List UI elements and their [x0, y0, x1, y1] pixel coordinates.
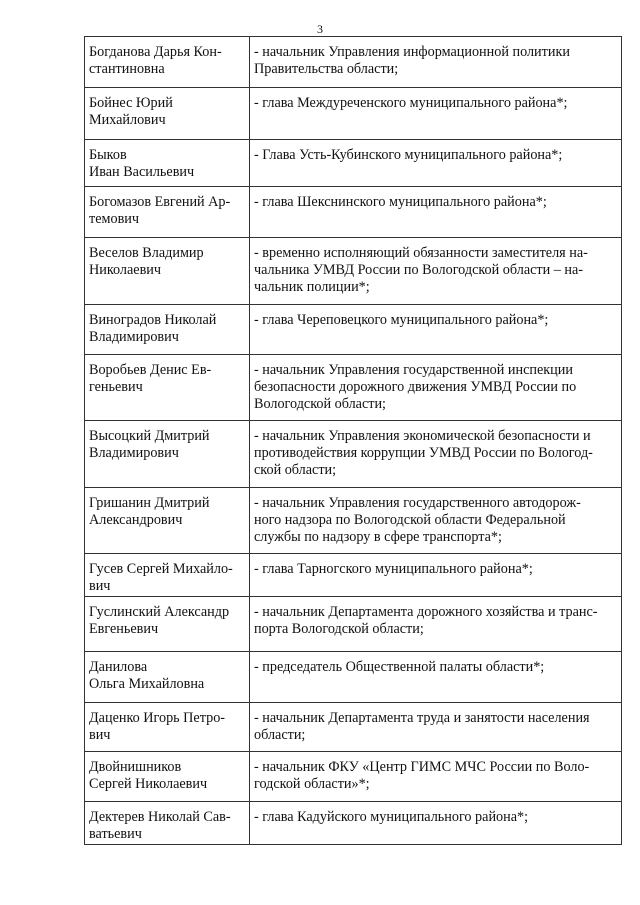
table-row: [85, 140, 622, 187]
members-table-body: [85, 37, 622, 845]
member-name: [85, 802, 250, 845]
table-row: [85, 88, 622, 140]
member-position: [250, 597, 622, 652]
table-row: [85, 802, 622, 845]
member-position-line: области;: [254, 727, 306, 743]
member-position: [250, 488, 622, 554]
member-name-line: Воробьев Денис Ев-: [89, 362, 212, 378]
member-position-line: - начальник ФКУ «Центр ГИМС МЧС России по Воло-: [254, 759, 590, 775]
table-row: [85, 305, 622, 355]
member-name-line: ватьевич: [89, 826, 142, 842]
member-name-line: вич: [89, 727, 111, 743]
member-position: [250, 238, 622, 305]
member-position-line: ного надзора по Вологодской области Федеральной: [254, 512, 566, 528]
table-row: [85, 597, 622, 652]
member-name-line: геньевич: [89, 379, 143, 395]
member-name: [85, 421, 250, 488]
member-position: [250, 421, 622, 488]
members-table: [84, 36, 622, 845]
member-position: [250, 305, 622, 355]
member-position-line: службы по надзору в сфере транспорта*;: [254, 529, 502, 545]
member-name: [85, 752, 250, 802]
table-row: [85, 752, 622, 802]
member-position-line: Вологодской области;: [254, 396, 386, 412]
member-name: [85, 652, 250, 703]
member-name: [85, 305, 250, 355]
member-position-line: - временно исполняющий обязанности заместителя на-: [254, 245, 588, 261]
member-name-line: Николаевич: [89, 262, 162, 278]
member-name-line: Бойнес Юрий: [89, 95, 173, 111]
table-row: [85, 238, 622, 305]
member-position-line: чальник полиции*;: [254, 279, 370, 295]
member-position-line: безопасности дорожного движения УМВД России по: [254, 379, 577, 395]
member-position-line: - начальник Управления государственной инспекции: [254, 362, 573, 378]
member-position-line: - глава Кадуйского муниципального района*;: [254, 809, 529, 825]
table-row: [85, 355, 622, 421]
member-name-line: Ольга Михайловна: [89, 676, 205, 692]
member-name-line: Дектерев Николай Сав-: [89, 809, 231, 825]
member-position-line: - начальник Департамента труда и занятости населения: [254, 710, 590, 726]
member-position-line: - глава Шекснинского муниципального района*;: [254, 194, 547, 210]
table-row: [85, 37, 622, 88]
member-name: [85, 140, 250, 187]
member-position-line: - начальник Департамента дорожного хозяйства и транс-: [254, 604, 598, 620]
member-name-line: Богданова Дарья Кон-: [89, 44, 222, 60]
member-position: [250, 355, 622, 421]
member-position-line: ской области;: [254, 462, 337, 478]
member-name: [85, 88, 250, 140]
member-name-line: Веселов Владимир: [89, 245, 204, 261]
member-position-line: чальника УМВД России по Вологодской области – на-: [254, 262, 584, 278]
member-name-line: Быков: [89, 147, 127, 163]
member-position-line: - Глава Усть-Кубинского муниципального района*;: [254, 147, 563, 163]
table-row: [85, 187, 622, 238]
member-name-line: вич: [89, 578, 111, 594]
member-position: [250, 703, 622, 752]
member-name-line: Иван Васильевич: [89, 164, 195, 180]
member-name-line: Двойнишников: [89, 759, 182, 775]
member-position-line: Правительства области;: [254, 61, 399, 77]
member-name-line: Высоцкий Дмитрий: [89, 428, 210, 444]
member-name-line: Богомазов Евгений Ар-: [89, 194, 231, 210]
member-name-line: Александрович: [89, 512, 183, 528]
member-position-line: противодействия коррупции УМВД России по Вологод-: [254, 445, 593, 461]
member-position-line: - начальник Управления информационной политики: [254, 44, 570, 60]
member-name-line: Михайлович: [89, 112, 166, 128]
member-position-line: - начальник Управления экономической безопасности и: [254, 428, 591, 444]
member-name: [85, 703, 250, 752]
table-row: [85, 421, 622, 488]
member-name-line: темович: [89, 211, 139, 227]
table-row: [85, 554, 622, 597]
member-name: [85, 187, 250, 238]
member-position: [250, 187, 622, 238]
member-name: [85, 554, 250, 597]
member-name-line: Сергей Николаевич: [89, 776, 208, 792]
member-name-line: Гришанин Дмитрий: [89, 495, 210, 511]
member-position: [250, 554, 622, 597]
member-position-line: - глава Череповецкого муниципального района*;: [254, 312, 549, 328]
member-name-line: Даценко Игорь Петро-: [89, 710, 226, 726]
member-position-line: - глава Междуреченского муниципального района*;: [254, 95, 568, 111]
member-position: [250, 37, 622, 88]
member-position: [250, 752, 622, 802]
member-position: [250, 802, 622, 845]
member-position: [250, 652, 622, 703]
member-name-line: Владимирович: [89, 329, 179, 345]
member-name-line: Данилова: [89, 659, 148, 675]
member-name: [85, 488, 250, 554]
member-name: [85, 238, 250, 305]
member-position-line: - глава Тарногского муниципального района*;: [254, 561, 533, 577]
member-name-line: Гуслинский Александр: [89, 604, 230, 620]
member-position-line: - председатель Общественной палаты области*;: [254, 659, 545, 675]
member-name-line: Виноградов Николай: [89, 312, 217, 328]
member-position-line: порта Вологодской области;: [254, 621, 424, 637]
member-position-line: годской области»*;: [254, 776, 370, 792]
member-name: [85, 355, 250, 421]
member-name: [85, 37, 250, 88]
member-position: [250, 88, 622, 140]
member-name: [85, 597, 250, 652]
table-row: [85, 652, 622, 703]
member-position-line: - начальник Управления государственного автодорож-: [254, 495, 581, 511]
member-name-line: Гусев Сергей Михайло-: [89, 561, 233, 577]
member-name-line: стантиновна: [89, 61, 165, 77]
table-row: [85, 488, 622, 554]
table-row: [85, 703, 622, 752]
member-name-line: Евгеньевич: [89, 621, 159, 637]
member-position: [250, 140, 622, 187]
member-name-line: Владимирович: [89, 445, 179, 461]
page-number: 3: [317, 22, 323, 36]
